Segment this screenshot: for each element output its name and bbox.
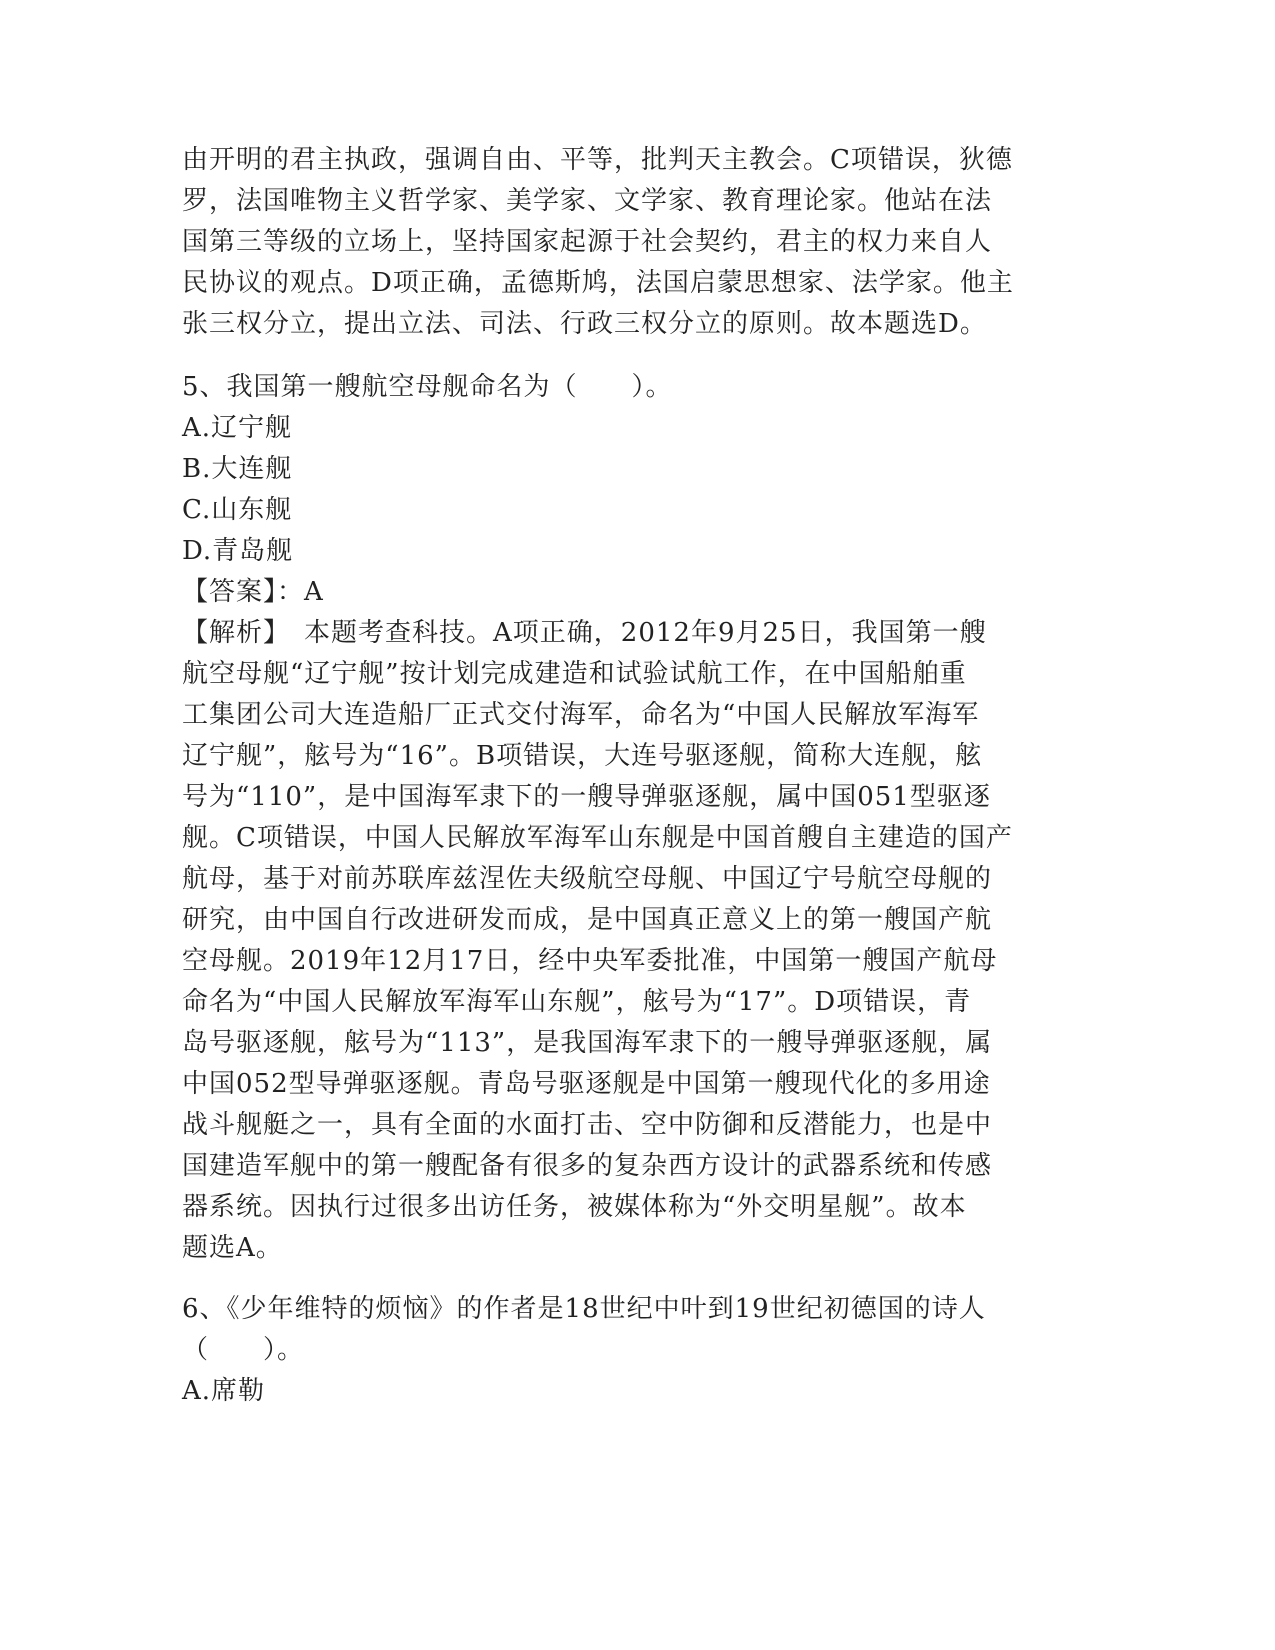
explanation [182, 613, 1042, 1269]
text-line: 研究，由中国自行改进研发而成，是中国真正意义上的第一艘国产航 [182, 905, 993, 935]
text-line: 航空母舰“辽宁舰”按计划完成建造和试验试航工作，在中国船舶重 [182, 659, 967, 689]
text-line: 题选A。 [182, 1233, 283, 1263]
option-a: A.辽宁舰 [182, 413, 293, 443]
question-5 [182, 367, 1042, 1269]
text-line: 工集团公司大连造船厂正式交付海军，命名为“中国人民解放军海军 [182, 700, 980, 730]
text-line: 命名为“中国人民解放军海军山东舰”，舷号为“17”。D项错误，青 [182, 987, 972, 1017]
question-stem: 6、《少年维特的烦恼》的作者是18世纪中叶到19世纪初德国的诗人 [182, 1294, 986, 1324]
question-stem-continued: （ ）。 [182, 1335, 305, 1365]
text-line: 中国052型导弹驱逐舰。青岛号驱逐舰是中国第一艘现代化的多用途 [182, 1069, 991, 1099]
text-line: 岛号驱逐舰，舷号为“113”，是我国海军隶下的一艘导弹驱逐舰，属 [182, 1028, 993, 1058]
answer: 【答案】：A [182, 577, 324, 607]
text-line: 罗，法国唯物主义哲学家、美学家、文学家、教育理论家。他站在法 [182, 186, 993, 216]
option-a: A.席勒 [182, 1376, 266, 1406]
text-line: 器系统。因执行过很多出访任务，被媒体称为“外交明星舰”。故本 [182, 1192, 967, 1222]
text-line: 战斗舰艇之一，具有全面的水面打击、空中防御和反潜能力，也是中 [182, 1110, 993, 1140]
text-line: 由开明的君主执政，强调自由、平等，批判天主教会。C项错误，狄德 [182, 145, 1013, 175]
text-line: 舰。C项错误，中国人民解放军海军山东舰是中国首艘自主建造的国产 [182, 823, 1013, 853]
question-6 [182, 1289, 1042, 1412]
document-page [182, 140, 1042, 1412]
text-line: 国建造军舰中的第一艘配备有很多的复杂西方设计的武器系统和传感 [182, 1151, 993, 1181]
text-line: 号为“110”，是中国海军隶下的一艘导弹驱逐舰，属中国051型驱逐 [182, 782, 991, 812]
text-line: 辽宁舰”，舷号为“16”。B项错误，大连号驱逐舰，简称大连舰，舷 [182, 741, 983, 771]
text-line: 空母舰。2019年12月17日，经中央军委批准，中国第一艘国产航母 [182, 946, 998, 976]
option-d: D.青岛舰 [182, 536, 294, 566]
text-line: 航母，基于对前苏联库兹涅佐夫级航空母舰、中国辽宁号航空母舰的 [182, 864, 993, 894]
option-b: B.大连舰 [182, 454, 293, 484]
question-stem: 5、我国第一艘航空母舰命名为（ ）。 [182, 372, 673, 402]
previous-explanation [182, 140, 1042, 345]
text-line: 民协议的观点。D项正确，孟德斯鸠，法国启蒙思想家、法学家。他主 [182, 268, 1014, 298]
text-line: 国第三等级的立场上，坚持国家起源于社会契约，君主的权力来自人 [182, 227, 993, 257]
text-line: 张三权分立，提出立法、司法、行政三权分立的原则。故本题选D。 [182, 309, 987, 339]
option-c: C.山东舰 [182, 495, 293, 525]
text-line: 【解析】 本题考查科技。A项正确，2012年9月25日，我国第一艘 [182, 618, 987, 648]
